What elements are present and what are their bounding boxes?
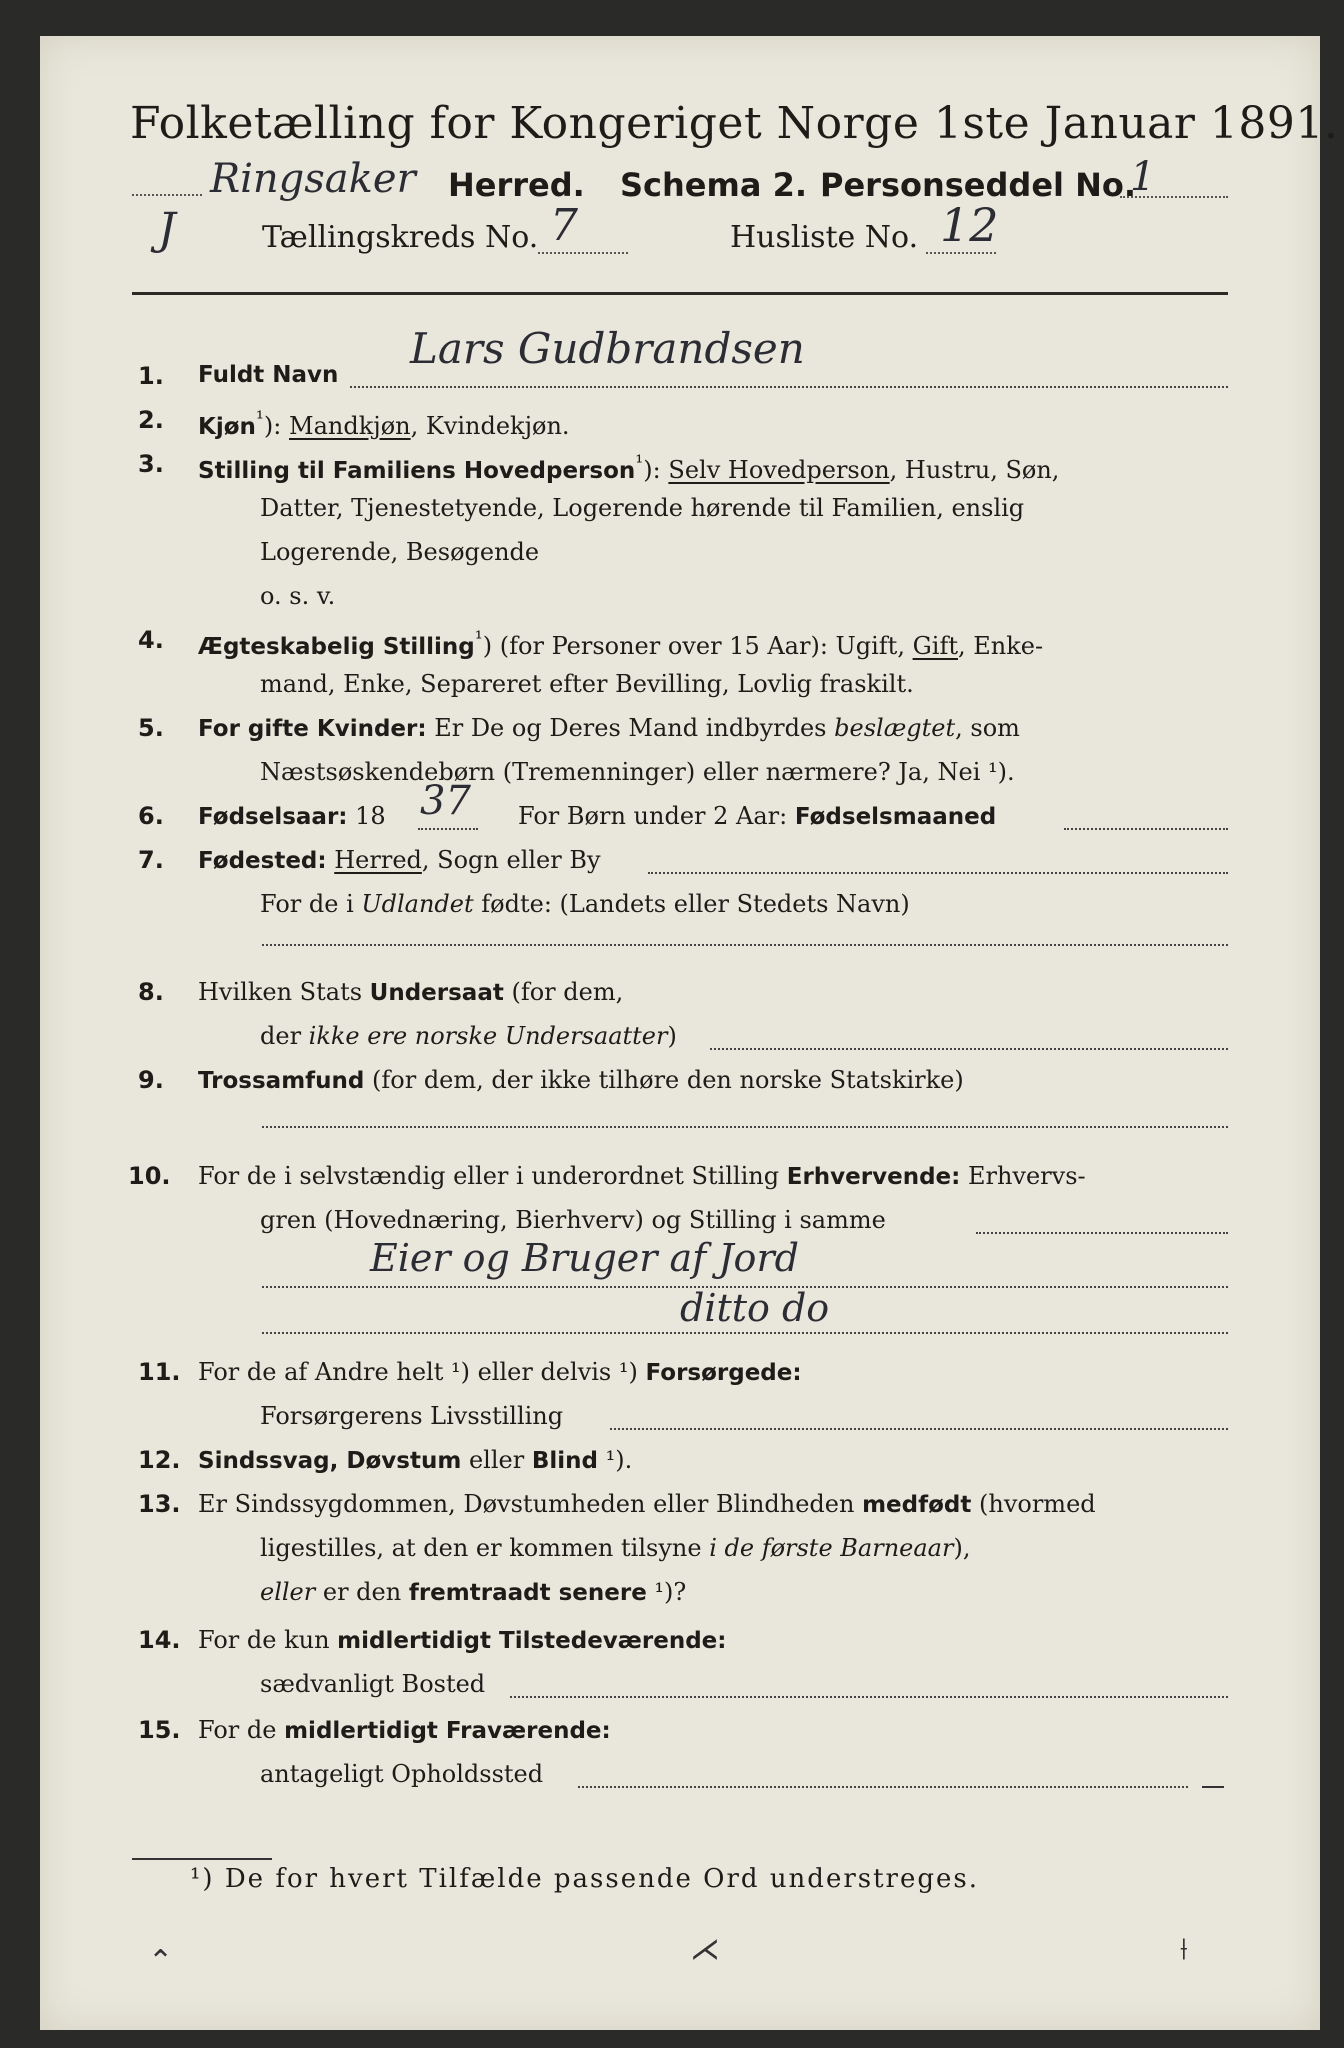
item-number: 9. [138, 1066, 164, 1094]
selected-option: Selv Hovedperson [668, 456, 890, 484]
full-name-value: Lars Gudbrandsen [410, 324, 805, 373]
herred-value: Ringsaker [210, 156, 416, 202]
item-text: fødte: (Landets eller Stedets Navn) [473, 890, 910, 918]
item-label: Stilling til Familiens Hovedperson [198, 458, 636, 484]
item-label: Sindssvag, Døvstum [198, 1448, 462, 1474]
item-text-italic: ikke ere norske Undersaatter [308, 1022, 668, 1050]
footnote-mark: ¹ [474, 626, 483, 650]
selected-option: Herred [334, 846, 422, 874]
item-number: 12. [138, 1446, 181, 1474]
item-number: 1. [138, 362, 164, 390]
item-number: 2. [138, 406, 164, 434]
dash-mark [1202, 1786, 1224, 1788]
item-text: ): [263, 412, 289, 440]
item-text: ¹)? [646, 1578, 687, 1606]
item-label: Trossamfund [198, 1068, 365, 1094]
item-label: Forsørgede: [645, 1360, 802, 1386]
answer-line [418, 828, 478, 830]
answer-line [610, 1428, 1228, 1430]
item-text-italic: beslægtet [834, 714, 956, 742]
item-label: For gifte Kvinder: [198, 716, 427, 742]
item-text: er den [315, 1578, 409, 1606]
husliste-label: Husliste No. [730, 220, 919, 255]
item-text-italic: i de første Barneaar [709, 1534, 954, 1562]
item-text: o. s. v. [260, 582, 336, 610]
kreds-initial-mark: J [158, 204, 176, 255]
schema-label: Schema 2. [620, 166, 807, 204]
kreds-label: Tællingskreds No. [262, 220, 539, 255]
item-text: Datter, Tjenestetyende, Logerende hørende til Familien, enslig [260, 494, 1025, 522]
item-text: ¹). [597, 1446, 633, 1474]
item-text: (for dem, [503, 978, 624, 1006]
answer-line [976, 1232, 1228, 1234]
selected-option: Mandkjøn [289, 412, 411, 440]
item-text: antageligt Opholdssted [260, 1760, 544, 1788]
answer-line [262, 1126, 1228, 1128]
item-label: Kjøn [198, 414, 256, 440]
item-text: gren (Hovednæring, Bierhverv) og Stilling i samme [260, 1206, 886, 1234]
item-text: , Sogn eller By [421, 846, 601, 874]
item-text: Erhvervs- [960, 1162, 1086, 1190]
answer-line [648, 872, 1228, 874]
item-label: Blind [531, 1448, 598, 1474]
item-text: For de i [260, 890, 362, 918]
item-number: 8. [138, 978, 164, 1006]
answer-line [710, 1048, 1228, 1050]
item-text: For de [198, 1716, 285, 1744]
item-number: 6. [138, 802, 164, 830]
corner-mark: ⋌ [690, 1932, 720, 1967]
personseddel-value: 1 [1130, 154, 1156, 200]
item-label: Fødselsaar: [198, 804, 348, 830]
item-label: midlertidigt Tilstedeværende: [337, 1628, 727, 1654]
item-text-italic: Udlandet [361, 890, 474, 918]
item-label: Fuldt Navn [198, 362, 339, 388]
occupation-ditto: ditto do [680, 1286, 830, 1330]
item-text: eller [461, 1446, 532, 1474]
footnote-mark: ¹ [255, 406, 264, 430]
answer-line [1064, 828, 1228, 830]
item-number: 3. [138, 450, 164, 478]
answer-line [350, 386, 1228, 388]
item-text: Logerende, Besøgende [260, 538, 540, 566]
item-number: 4. [138, 626, 164, 654]
item-label: medfødt [862, 1492, 972, 1518]
item-text: der [260, 1022, 309, 1050]
item-text-italic: eller [260, 1578, 316, 1606]
item-number: 10. [128, 1162, 171, 1190]
item-text: ), [953, 1534, 971, 1562]
census-form-sheet [40, 36, 1339, 2030]
answer-line [510, 1696, 1228, 1698]
birth-year-value: 37 [420, 778, 471, 824]
answer-line [578, 1786, 1188, 1788]
selected-option: Gift [912, 632, 958, 660]
item-label: Erhvervende: [786, 1164, 961, 1190]
item-text: ): [643, 456, 669, 484]
item-text: (hvormed [971, 1490, 1096, 1518]
dotted-line [926, 252, 996, 254]
item-text: (for dem, der ikke tilhøre den norske Statskirke) [364, 1066, 964, 1094]
kreds-value: 7 [550, 200, 578, 251]
item-text: For de i selvstændig eller i underordnet Stilling [198, 1162, 787, 1190]
item-text: Er De og Deres Mand indbyrdes [426, 714, 835, 742]
item-text: Er Sindssygdommen, Døvstumheden eller Blindheden [198, 1490, 863, 1518]
footnote-mark: ¹ [635, 450, 644, 474]
husliste-value: 12 [940, 198, 999, 252]
item-text: For de af Andre helt ¹) eller delvis ¹) [198, 1358, 646, 1386]
item-text: ligestilles, at den er kommen tilsyne [260, 1534, 710, 1562]
item-text: mand, Enke, Separeret efter Bevilling, Lovlig fraskilt. [260, 670, 914, 698]
year-prefix: 18 [347, 802, 386, 830]
item-text: For de kun [198, 1626, 338, 1654]
dotted-line [538, 252, 628, 254]
answer-line [262, 1332, 1228, 1334]
herred-label: Herred. [448, 166, 585, 204]
item-text: sædvanligt Bosted [260, 1670, 486, 1698]
item-number: 11. [138, 1358, 181, 1386]
item-text: , Enke- [957, 632, 1044, 660]
item-text: Hvilken Stats [198, 978, 370, 1006]
item-text: , som [955, 714, 1020, 742]
item-label: Undersaat [369, 980, 504, 1006]
item-text: Næstsøskendebørn (Tremenninger) eller nærmere? Ja, Nei ¹). [260, 758, 1015, 786]
item-number: 13. [138, 1490, 181, 1518]
item-text: , Kvindekjøn. [410, 412, 570, 440]
item-label: Fødselsmaaned [794, 804, 997, 830]
item-text: ) (for Personer over 15 Aar): Ugift, [482, 632, 913, 660]
item-label: midlertidigt Fraværende: [284, 1718, 611, 1744]
footnote-text: ¹) De for hvert Tilfælde passende Ord understreges. [190, 1864, 980, 1894]
corner-mark: ⌃ [148, 1944, 174, 1979]
item-label: fremtraadt senere [408, 1580, 647, 1606]
corner-mark: ⟊ [1180, 1932, 1188, 1967]
item-number: 15. [138, 1716, 181, 1744]
item-number: 7. [138, 846, 164, 874]
form-title: Folketælling for Kongeriget Norge 1ste Januar 1891. [130, 98, 1339, 149]
occupation-value: Eier og Bruger af Jord [370, 1236, 799, 1280]
personseddel-label: Personseddel No. [820, 166, 1137, 204]
item-text: ) [667, 1022, 677, 1050]
dotted-line [132, 194, 202, 196]
item-text: , Hustru, Søn, [889, 456, 1060, 484]
item-label: Fødested: [198, 848, 327, 874]
item-text: For Børn under 2 Aar: [518, 802, 795, 830]
item-number: 5. [138, 714, 164, 742]
dotted-line [1120, 196, 1228, 198]
footnote-rule [132, 1858, 272, 1860]
answer-line [262, 944, 1228, 946]
item-label: Ægteskabelig Stilling [198, 634, 475, 660]
header-rule [132, 292, 1228, 295]
item-number: 14. [138, 1626, 181, 1654]
item-text: Forsørgerens Livsstilling [260, 1402, 564, 1430]
